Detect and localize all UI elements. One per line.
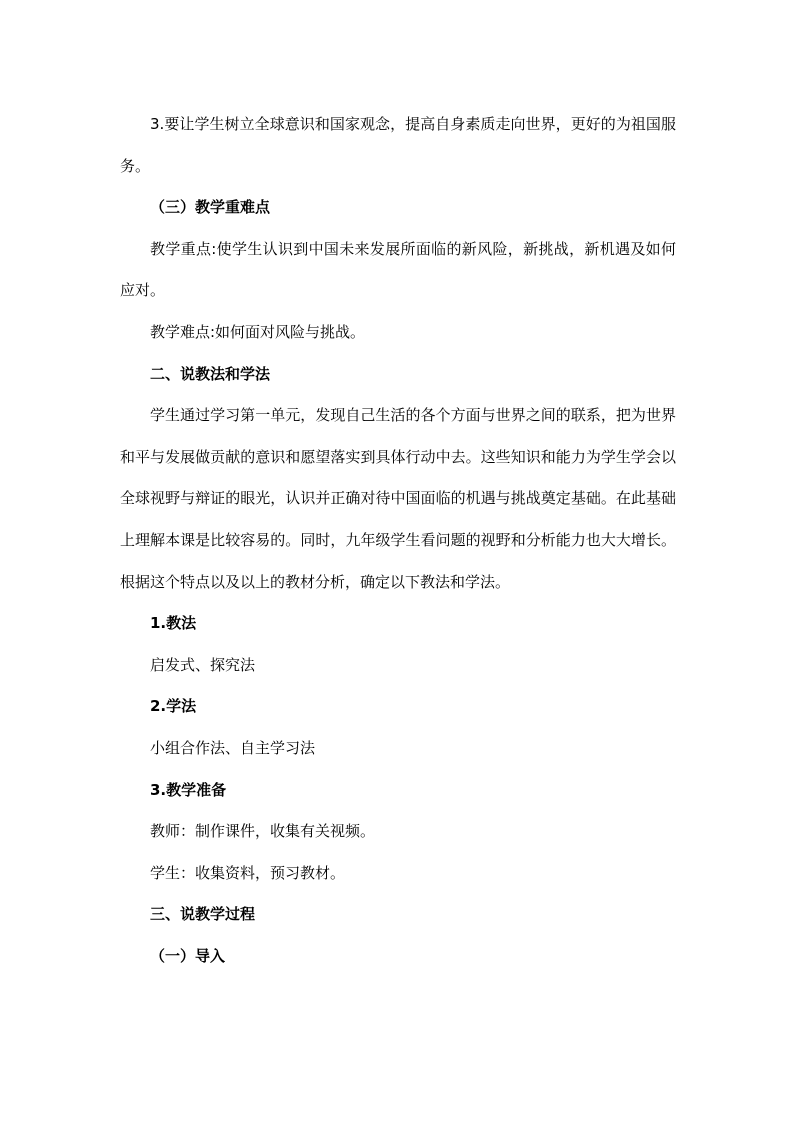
paragraph-key-point: 教学重点:使学生认识到中国未来发展所面临的新风险，新挑战，新机遇及如何应对。: [120, 239, 676, 300]
paragraph-teaching-method: 启发式、探究法: [150, 655, 256, 674]
heading-teaching-process: 三、说教学过程: [150, 905, 256, 924]
paragraph-goal-3: 3.要让学生树立全球意识和国家观念，提高自身素质走向世界，更好的为祖国服务。: [120, 115, 676, 175]
paragraph-learning-method: 小组合作法、自主学习法: [150, 738, 316, 757]
document-body: [120, 104, 676, 977]
heading-key-difficult-points: （三）教学重难点: [150, 198, 271, 217]
paragraph-teacher-preparation: 教师：制作课件，收集有关视频。: [150, 822, 376, 841]
heading-preparation: 3.教学准备: [150, 780, 227, 799]
paragraph-methods-rationale: 学生通过学习第一单元，发现自己生活的各个方面与世界之间的联系，把为世界和平与发展做贡献的意识和愿望落实到具体行动中去。这些知识和能力为学生学会以全球视野与辩证的眼光，认识并正确对待中国面临的机遇与挑战奠定基础。在此基础上理解本课是比较容易的。同时，九年级学生看问题的视野和分析能力也大大增长。根据这个特点以及以上的教材分析，确定以下教法和学法。: [120, 406, 676, 591]
heading-introduction: （一）导入: [150, 946, 226, 965]
paragraph-difficult-point: 教学难点:如何面对风险与挑战。: [150, 322, 366, 341]
paragraph-student-preparation: 学生：收集资料，预习教材。: [150, 863, 346, 882]
heading-learning-method: 2.学法: [150, 697, 197, 716]
heading-teaching-learning-methods: 二、说教法和学法: [150, 364, 271, 383]
heading-teaching-method: 1.教法: [150, 614, 197, 633]
